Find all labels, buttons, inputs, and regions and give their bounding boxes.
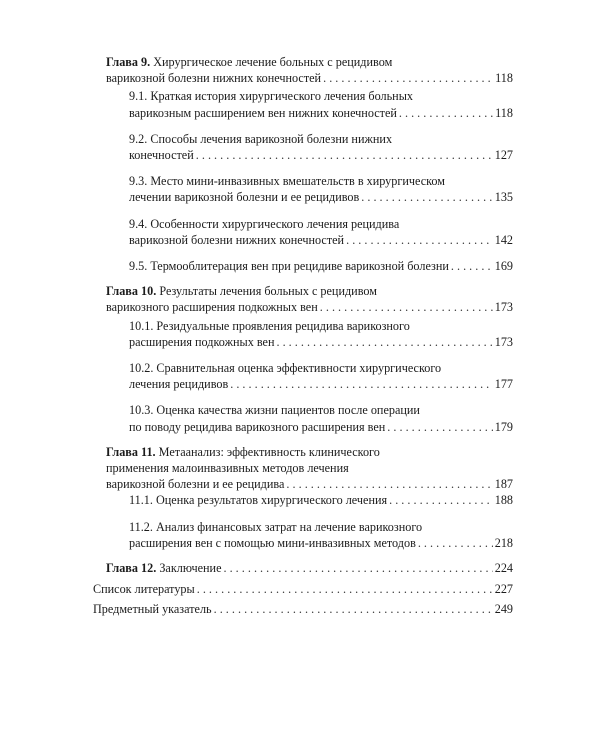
chapter-label: Глава 11. — [106, 444, 156, 459]
table-of-contents — [93, 54, 513, 622]
chapter-label: Глава 12. — [106, 561, 157, 576]
section-title-cont: варикозным расширением вен нижних конечностей — [129, 105, 397, 120]
page-number: 169 — [494, 259, 513, 274]
page-number: 224 — [494, 561, 513, 576]
section-title-cont: по поводу рецидива варикозного расширения вен — [129, 419, 386, 434]
entry-title: Список литературы — [93, 582, 195, 597]
page-number: 188 — [494, 493, 513, 508]
toc-section-9-4[interactable] — [129, 216, 513, 248]
page-number: 173 — [494, 334, 513, 349]
section-title: 9.4. Особенности хирургического лечения рецидива — [129, 216, 400, 231]
chapter-title-cont: варикозной болезни и ее рецидива — [106, 477, 285, 492]
section-title-cont: конечностей — [129, 148, 194, 163]
toc-section-9-5[interactable] — [129, 258, 513, 274]
leader-dots — [197, 581, 493, 597]
section-title: 11.2. Анализ финансовых затрат на лечение варикозного — [129, 519, 423, 534]
section-title-cont: варикозной болезни нижних конечностей — [129, 232, 345, 247]
leader-dots — [389, 492, 493, 508]
section-title-cont: лечении варикозной болезни и ее рецидивов — [129, 190, 360, 205]
section-title: 9.2. Способы лечения варикозной болезни нижних — [129, 131, 393, 146]
leader-dots — [451, 258, 493, 274]
section-title: 10.2. Сравнительная оценка эффективности хирургического — [129, 361, 442, 376]
leader-dots — [214, 601, 493, 617]
leader-dots — [418, 535, 493, 551]
leader-dots — [361, 189, 492, 205]
leader-dots — [320, 299, 493, 315]
page-number: 118 — [495, 105, 513, 120]
page-number: 127 — [494, 148, 513, 163]
section-title: 11.1. Оценка результатов хирургического лечения — [129, 493, 388, 508]
page-number: 142 — [494, 232, 513, 247]
chapter-title: Хирургическое лечение больных с рецидивом — [153, 55, 393, 69]
leader-dots — [286, 476, 492, 492]
chapter-label: Глава 9. — [106, 55, 151, 69]
leader-dots — [223, 560, 492, 576]
page-number: 227 — [494, 582, 513, 597]
page-number: 179 — [494, 419, 513, 434]
page-number: 118 — [495, 71, 513, 86]
toc-subject-index[interactable] — [93, 601, 513, 617]
page-number: 173 — [494, 300, 513, 315]
toc-chapter-9[interactable] — [93, 54, 513, 274]
toc-section-10-3[interactable] — [129, 402, 513, 434]
toc-section-11-1[interactable] — [129, 492, 513, 508]
section-title: 10.3. Оценка качества жизни пациентов после операции — [129, 403, 420, 418]
toc-section-9-1[interactable] — [129, 88, 513, 120]
section-title: 9.5. Термооблитерация вен при рецидиве варикозной болезни — [129, 259, 449, 274]
leader-dots — [230, 376, 493, 392]
section-title: 9.1. Краткая история хирургического лечения больных — [129, 89, 413, 104]
chapter-title: Метаанализ: эффективность клинического — [158, 444, 380, 459]
chapter-title: Заключение — [159, 561, 222, 576]
chapter-label: Глава 10. — [106, 284, 157, 299]
chapter-title-cont: применения малоинвазивных методов лечения — [106, 461, 349, 476]
leader-dots — [387, 419, 492, 435]
toc-bibliography[interactable] — [93, 581, 513, 597]
page-number: 218 — [494, 535, 513, 550]
leader-dots — [346, 232, 493, 248]
toc-section-10-2[interactable] — [129, 360, 513, 392]
leader-dots — [276, 334, 492, 350]
toc-chapter-11[interactable] — [93, 444, 513, 551]
page-number: 135 — [494, 190, 513, 205]
toc-section-11-2[interactable] — [129, 519, 513, 551]
section-title-cont: лечения рецидивов — [129, 377, 229, 392]
page-number: 177 — [494, 377, 513, 392]
toc-section-9-2[interactable] — [129, 131, 513, 163]
toc-chapter-10[interactable] — [93, 283, 513, 435]
leader-dots — [399, 105, 493, 121]
entry-title: Предметный указатель — [93, 602, 212, 617]
chapter-title-cont: варикозного расширения подкожных вен — [106, 300, 318, 315]
toc-chapter-12[interactable] — [93, 560, 513, 576]
section-title-cont: расширения подкожных вен — [129, 334, 275, 349]
chapter-title-cont: варикозной болезни нижних конечностей — [106, 71, 322, 86]
page-number: 249 — [494, 602, 513, 617]
page-number: 187 — [494, 477, 513, 492]
section-title-cont: расширения вен с помощью мини-инвазивных методов — [129, 535, 416, 550]
section-title: 9.3. Место мини-инвазивных вмешательств в хирургическом — [129, 174, 446, 189]
section-title: 10.1. Резидуальные проявления рецидива варикозного — [129, 318, 410, 333]
toc-section-9-3[interactable] — [129, 173, 513, 205]
leader-dots — [323, 70, 493, 86]
toc-section-10-1[interactable] — [129, 318, 513, 350]
chapter-title: Результаты лечения больных с рецидивом — [159, 284, 377, 299]
leader-dots — [196, 147, 493, 163]
